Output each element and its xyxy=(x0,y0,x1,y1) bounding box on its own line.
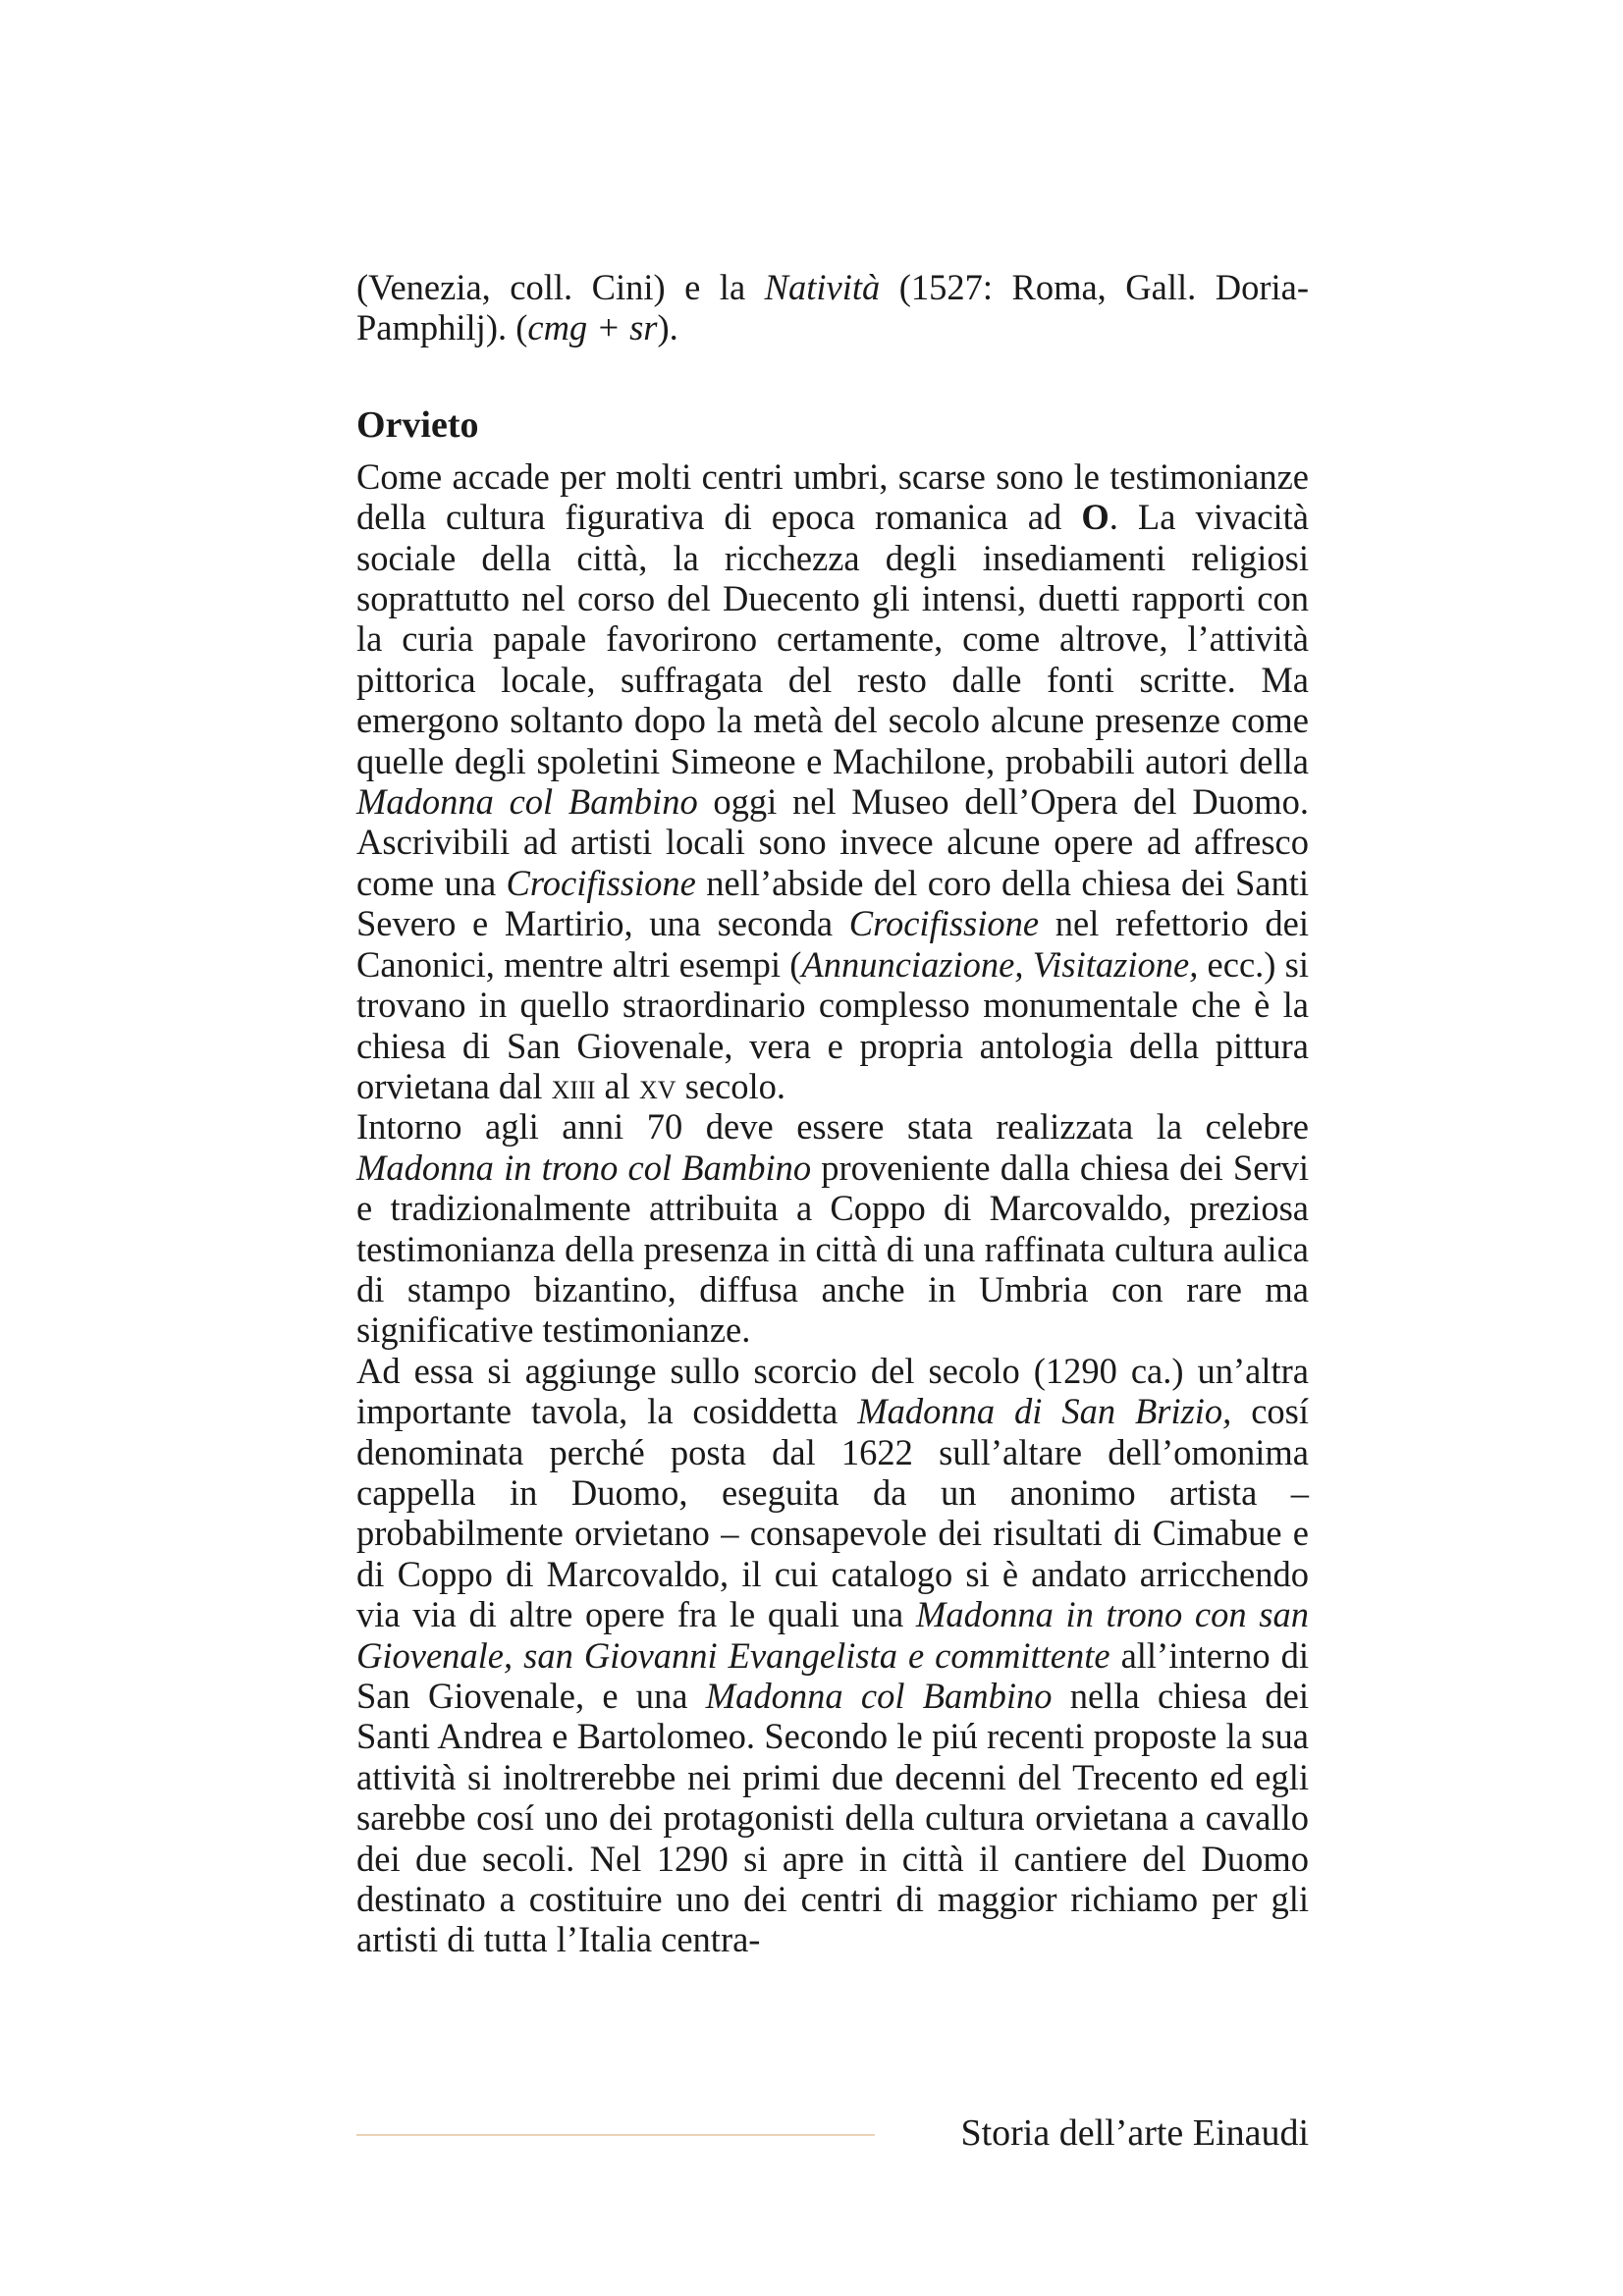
paragraph-2 xyxy=(356,1106,1309,1350)
p3-italic-3: Madonna col Bambino xyxy=(705,1676,1053,1716)
p1-smallcaps-2: xv xyxy=(639,1065,676,1106)
p3-text-2: cosí denominata perché posta dal 1622 sull’altare dell’omonima cappella in Duomo, eseguita da un anonimo artista – probabilmente orvietano – consapevole dei risultati di Cimabue e di Coppo di Marcovaldo, il cui catalogo si è andato arricchendo via via di altre opere fra le quali una xyxy=(356,1391,1309,1635)
p1-text-5: nel refettorio dei Canonici, mentre altri esempi ( xyxy=(356,903,1309,985)
page-footer xyxy=(356,2109,1309,2158)
page-body xyxy=(356,267,1309,1960)
p3-text-4: nella chiesa dei Santi Andrea e Bartolomeo. Secondo le piú recenti proposte la sua attività si inoltrerebbe nei primi due decenni del Trecento ed egli sarebbe cosí uno dei protagonisti della cultura orvietana a cavallo dei due secoli. Nel 1290 si apre in città il cantiere del Duomo destinato a costituire uno dei centri di maggior richiamo per gli artisti di tutta l’Italia centra- xyxy=(356,1676,1309,1960)
intro-paragraph xyxy=(356,267,1309,348)
intro-text-3: ). xyxy=(657,307,678,348)
intro-text-2: (1527: Roma, Gall. Doria-Pamphilj). ( xyxy=(356,267,1309,348)
p1-text-4: nell’abside del coro della chiesa dei Santi Severo e Martirio, una seconda xyxy=(356,862,1309,944)
p1-text-2: . La vivacità sociale della città, la ricchezza degli insediamenti religiosi soprattutto nel corso del Duecento gli intensi, duetti rapporti con la curia papale favorirono certamente, come altrove, l’attività pittorica locale, suffragata del resto dalle fonti scritte. Ma emergono soltanto dopo la metà del secolo alcune presenze come quelle degli spoletini Simeone e Machilone, probabili autori della xyxy=(356,497,1309,781)
p1-italic-4: Annunciazione, Visitazione, xyxy=(801,943,1199,985)
intro-italic-authors: cmg + sr xyxy=(527,307,658,348)
p1-text-6: ecc.) si trovano in quello straordinario complesso monumentale che è la chiesa di San Giovenale, vera e propria antologia della pittura orvietana dal xyxy=(356,943,1309,1106)
p2-italic-1: Madonna in trono col Bambino xyxy=(356,1147,812,1188)
paragraph-3 xyxy=(356,1351,1309,1960)
paragraph-1 xyxy=(356,456,1309,1107)
p3-text-1: Ad essa si aggiunge sullo scorcio del secolo (1290 ca.) un’altra importante tavola, la cosiddetta xyxy=(356,1350,1309,1432)
intro-text-1: (Venezia, coll. Cini) e la xyxy=(356,267,765,307)
p1-bold-o: O xyxy=(1081,497,1109,538)
p1-italic-3: Crocifissione xyxy=(848,903,1040,944)
p3-italic-2: Madonna in trono con san Giovenale, san Giovanni Evangelista e committente xyxy=(356,1594,1309,1676)
p2-text-1: Intorno agli anni 70 deve essere stata realizzata la celebre xyxy=(356,1106,1309,1148)
intro-italic-nativita: Natività xyxy=(764,267,881,307)
p1-italic-2: Crocifissione xyxy=(506,862,696,903)
p1-text-7: al xyxy=(595,1065,639,1106)
p1-text-1: Come accade per molti centri umbri, scarse sono le testimonianze della cultura figurativa di epoca romanica ad xyxy=(356,455,1309,538)
p1-text-3: oggi nel Museo dell’Opera del Duomo. Ascrivibili ad artisti locali sono invece alcune opere ad affresco come una xyxy=(356,781,1310,903)
footer-rule xyxy=(356,2134,875,2136)
p3-text-3: all’interno di San Giovenale, e una xyxy=(356,1634,1309,1716)
p1-italic-1: Madonna col Bambino xyxy=(356,781,698,823)
p1-text-8: secolo. xyxy=(676,1065,786,1106)
p2-text-2: proveniente dalla chiesa dei Servi e tradizionalmente attribuita a Coppo di Marcovaldo, preziosa testimonianza della presenza in città di una raffinata cultura aulica di stampo bizantino, diffusa anche in Umbria con rare ma significative testimonianze. xyxy=(356,1147,1309,1351)
section-heading: Orvieto xyxy=(356,403,479,446)
footer-title: Storia dell’arte Einaudi xyxy=(960,2112,1309,2154)
p3-italic-1: Madonna di San Brizio, xyxy=(857,1391,1232,1432)
p1-smallcaps-1: xiii xyxy=(551,1065,596,1106)
